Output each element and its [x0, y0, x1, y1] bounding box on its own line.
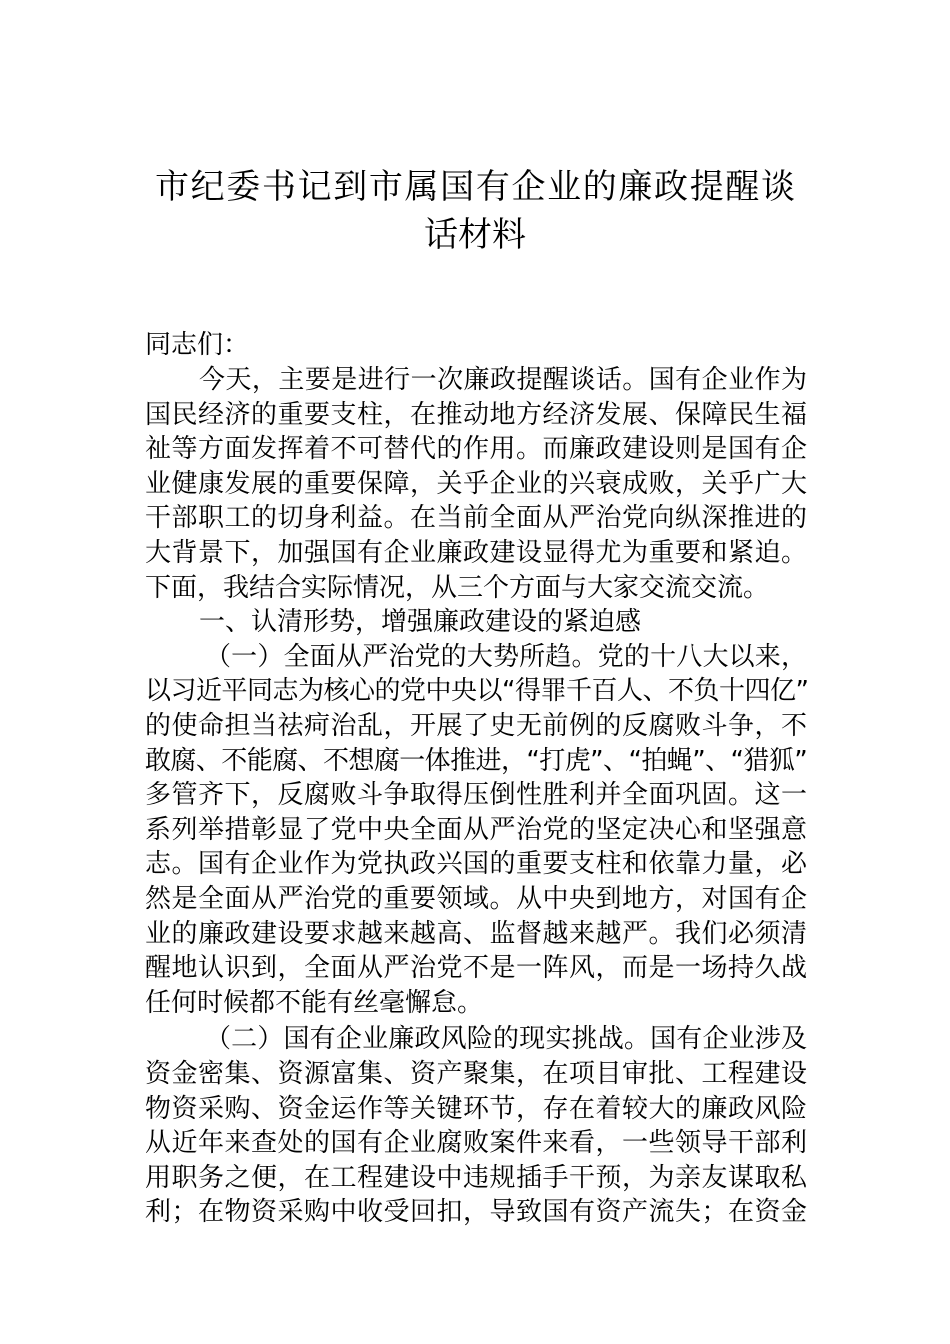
- paragraph-line: （一）全面从严治党的大势所趋。党的十八大以来，: [205, 642, 807, 672]
- paragraph-line: 业健康发展的重要保障，关乎企业的兴衰成败，关乎广大: [145, 469, 807, 499]
- paragraph-line: 物资采购、资金运作等关键环节，存在着较大的廉政风险: [145, 1094, 807, 1124]
- paragraph-line: 然是全面从严治党的重要领域。从中央到地方，对国有企: [145, 884, 807, 914]
- paragraph-line: 利；在物资采购中收受回扣，导致国有资产流失；在资金: [145, 1197, 807, 1227]
- paragraph-line: 今天，主要是进行一次廉政提醒谈话。国有企业作为: [199, 365, 807, 395]
- paragraph-line: （二）国有企业廉政风险的现实挑战。国有企业涉及: [205, 1024, 807, 1054]
- document-title-line-2: 话材料: [424, 215, 526, 255]
- paragraph-line: 醒地认识到，全面从严治党不是一阵风，而是一场持久战: [145, 953, 807, 983]
- paragraph-line: 多管齐下，反腐败斗争取得压倒性胜利并全面巩固。这一: [145, 780, 807, 810]
- paragraph-line: 的使命担当祛疴治乱，开展了史无前例的反腐败斗争，不: [145, 711, 807, 741]
- paragraph-line: 资金密集、资源富集、资产聚集，在项目审批、工程建设: [145, 1059, 807, 1089]
- paragraph-line: 祉等方面发挥着不可替代的作用。而廉政建设则是国有企: [145, 434, 807, 464]
- paragraph-line: 国民经济的重要支柱，在推动地方经济发展、保障民生福: [145, 400, 807, 430]
- paragraph-line: 用职务之便，在工程建设中违规插手干预，为亲友谋取私: [145, 1163, 807, 1193]
- paragraph-line: 干部职工的切身利益。在当前全面从严治党向纵深推进的: [145, 503, 807, 533]
- section-heading: 一、认清形势，增强廉政建设的紧迫感: [199, 607, 642, 637]
- paragraph-line: 下面，我结合实际情况，从三个方面与大家交流交流。: [145, 573, 770, 603]
- paragraph-line: 志。国有企业作为党执政兴国的重要支柱和依靠力量，必: [145, 849, 807, 879]
- paragraph-line: 业的廉政建设要求越来越高、监督越来越严。我们必须清: [145, 919, 807, 949]
- paragraph-line: 任何时候都不能有丝毫懈怠。: [145, 988, 484, 1018]
- paragraph-line: 从近年来查处的国有企业腐败案件来看，一些领导干部利: [145, 1128, 807, 1158]
- paragraph-line: 系列举措彰显了党中央全面从严治党的坚定决心和坚强意: [145, 815, 807, 845]
- paragraph-line: 敢腐、不能腐、不想腐一体推进，“打虎”、“拍蝇”、“猎狐”: [145, 746, 807, 776]
- document-title-line-1: 市纪委书记到市属国有企业的廉政提醒谈: [155, 167, 795, 207]
- paragraph-line: 大背景下，加强国有企业廉政建设显得尤为重要和紧迫。: [145, 538, 807, 568]
- salutation: 同志们：: [145, 330, 250, 360]
- paragraph-line: 以习近平同志为核心的党中央以“得罪千百人、不负十四亿”: [145, 676, 809, 706]
